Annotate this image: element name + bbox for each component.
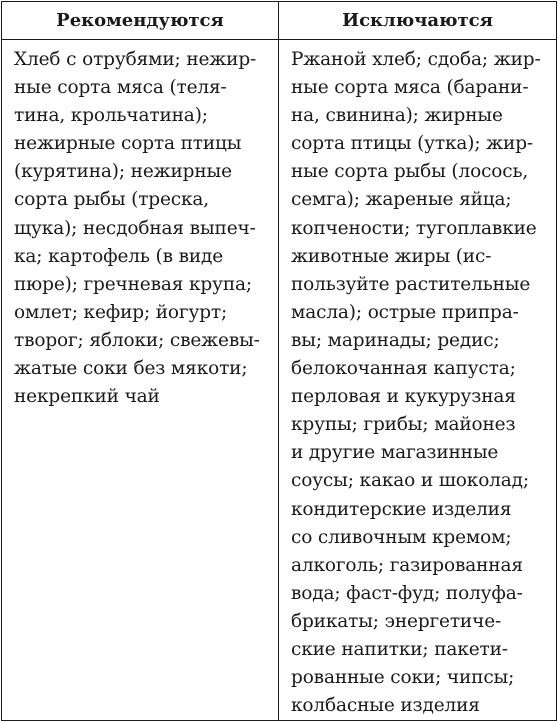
text-line: животные жиры (ис- xyxy=(291,245,492,267)
text-line: сорта птицы (утка); жир- xyxy=(291,133,533,155)
text-line: Хлеб с отрубями; нежир- xyxy=(14,49,257,70)
text-line: вода; фаст-фуд; полуфа- xyxy=(291,582,523,604)
text-line: Ржаной хлеб; сдоба; жир- xyxy=(291,49,541,70)
text-line: ные сорта рыбы (лосось, xyxy=(291,161,529,183)
text-line: на, свинина); жирные xyxy=(291,105,503,127)
text-line: тина, крольчатина); xyxy=(14,105,208,127)
text-line: белокочанная капуста; xyxy=(291,358,516,380)
text-line: некрепкий чай xyxy=(14,386,160,408)
text-line: щука); несдобная выпеч- xyxy=(14,217,256,239)
text-line: соусы; какао и шоколад; xyxy=(291,470,529,492)
text-line: копчености; тугоплавкие xyxy=(291,217,537,239)
recommended-cell xyxy=(2,40,279,721)
text-line: ские напитки; пакети- xyxy=(291,638,508,660)
text-line: крупы; грибы; майонез xyxy=(291,414,516,436)
table-row xyxy=(2,40,557,721)
text-line: семга); жареные яйца; xyxy=(291,189,512,211)
text-line: пользуйте растительные xyxy=(291,273,531,295)
text-line: со сливочным кремом; xyxy=(291,526,512,548)
header-excluded: Исключаются xyxy=(279,2,557,40)
header-row xyxy=(2,2,557,40)
text-line: колбасные изделия xyxy=(291,695,480,717)
text-line: масла); острые припра- xyxy=(291,301,519,323)
text-line: ка; картофель (в виде xyxy=(14,245,224,267)
text-line: жатые соки без мякоти; xyxy=(14,358,248,380)
text-line: рованные соки; чипсы; xyxy=(291,667,515,689)
diet-table xyxy=(1,1,557,721)
text-line: ные сорта мяса (теля- xyxy=(14,77,227,99)
text-line: сорта рыбы (треска, xyxy=(14,189,210,211)
header-recommended: Рекомендуются xyxy=(2,2,279,40)
text-line: и другие магазинные xyxy=(291,442,499,464)
text-line: (курятина); нежирные xyxy=(14,161,232,183)
text-line: вы; маринады; редис; xyxy=(291,329,500,351)
text-line: кондитерские изделия xyxy=(291,498,512,520)
text-line: нежирные сорта птицы xyxy=(14,133,242,155)
text-line: алкоголь; газированная xyxy=(291,554,523,576)
text-line: пюре); гречневая крупа; xyxy=(14,273,252,295)
text-line: брикаты; энергетиче- xyxy=(291,610,502,632)
text-line: ные сорта мяса (барани- xyxy=(291,77,529,99)
excluded-cell xyxy=(279,40,557,721)
text-line: омлет; кефир; йогурт; xyxy=(14,301,228,323)
text-line: творог; яблоки; свежевы- xyxy=(14,329,260,351)
text-line: перловая и кукурузная xyxy=(291,386,516,408)
